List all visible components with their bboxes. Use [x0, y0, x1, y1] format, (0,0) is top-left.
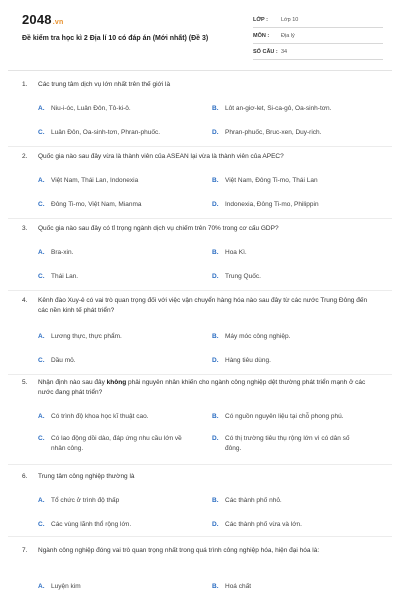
option-c[interactable] [38, 200, 198, 210]
meta-table [253, 12, 383, 60]
option-text: Trung Quốc. [225, 273, 261, 280]
question-number: 7. [22, 547, 28, 554]
logo-text: 2048 [22, 12, 52, 27]
option-b[interactable] [212, 496, 362, 506]
option-letter: A. [38, 413, 45, 420]
option-letter: C. [38, 435, 45, 442]
option-b[interactable] [212, 332, 362, 342]
option-letter: C. [38, 357, 45, 364]
option-a[interactable] [38, 176, 198, 186]
question-number: 2. [22, 153, 28, 160]
meta-count-label: SỐ CÂU : [253, 48, 278, 55]
meta-subject-value: Địa lý [281, 32, 295, 39]
question-number: 1. [22, 81, 28, 88]
header-divider [8, 70, 392, 71]
option-a[interactable] [38, 582, 198, 592]
question-divider [8, 374, 392, 375]
option-text: Lôt an-giơ-let, Si-ca-gô, Oa-sinh-tơn. [225, 105, 332, 112]
option-text: Lương thực, thực phẩm. [51, 333, 122, 340]
option-text: Có lao động dồi dào, đáp ứng nhu cầu lớn về nhân công. [51, 435, 182, 452]
option-text: Việt Nam, Đông Ti-mo, Thái Lan [225, 177, 318, 184]
option-letter: A. [38, 583, 45, 590]
option-a[interactable] [38, 332, 198, 342]
option-a[interactable] [38, 496, 198, 506]
option-letter: D. [212, 357, 219, 364]
option-letter: D. [212, 435, 219, 442]
option-text: Thái Lan. [51, 273, 79, 280]
question-divider [8, 464, 392, 465]
option-b[interactable] [212, 104, 362, 114]
question-number: 3. [22, 225, 28, 232]
option-text: Hoa Kì. [225, 249, 247, 256]
option-c[interactable] [38, 128, 198, 138]
question-text: Ngành công nghiệp đóng vai trò quan trọng nhất trong quá trình công nghiệp hóa, hiện đại hóa là: [38, 547, 320, 554]
page-title: Đề kiểm tra học kì 2 Địa lí 10 có đáp án (Mới nhất) (Đề 3) [22, 35, 209, 42]
meta-row-count [253, 44, 383, 60]
option-d[interactable] [212, 356, 362, 366]
logo-suffix: .vn [52, 19, 64, 26]
option-letter: C. [38, 201, 45, 208]
option-text: Các thành phố vừa và lớn. [225, 521, 302, 528]
option-letter: C. [38, 273, 45, 280]
option-letter: B. [212, 413, 219, 420]
option-b[interactable] [212, 412, 362, 422]
option-c[interactable] [38, 520, 198, 530]
meta-subject-label: MÔN : [253, 32, 270, 39]
option-a[interactable] [38, 104, 198, 114]
question-number: 5. [22, 379, 28, 386]
option-letter: B. [212, 583, 219, 590]
option-letter: A. [38, 105, 45, 112]
option-letter: D. [212, 521, 219, 528]
option-letter: B. [212, 249, 219, 256]
question-text [38, 378, 368, 398]
option-letter: C. [38, 129, 45, 136]
option-d[interactable] [212, 520, 362, 530]
option-letter: B. [212, 497, 219, 504]
option-letter: B. [212, 177, 219, 184]
question-text: Trung tâm công nghiệp thường là [38, 473, 135, 480]
option-text: Các thành phố nhỏ. [225, 497, 282, 504]
option-text: Bra-xin. [51, 249, 74, 256]
question-text-part: Nhận định nào sau đây [38, 379, 107, 386]
option-text: Việt Nam, Thái Lan, Indonexia [51, 177, 139, 184]
option-letter: D. [212, 201, 219, 208]
option-d[interactable] [212, 434, 362, 454]
option-text: Luân Đôn, Oa-sinh-tơn, Phran-phuốc. [51, 129, 161, 136]
option-c[interactable] [38, 434, 198, 454]
option-a[interactable] [38, 248, 198, 258]
option-text: Niu-i-óc, Luân Đôn, Tô-ki-ô. [51, 105, 131, 112]
question-text: Kênh đào Xuy-ê có vai trò quan trọng đối với việc vận chuyển hàng hóa nào sau đây từ các nước Trung Đông đến các nền kinh tế phát triển? [38, 297, 368, 314]
option-text: Có thị trường tiêu thụ rộng lớn vì có dân số đông. [225, 435, 350, 452]
option-text: Có nguồn nguyên liệu tại chỗ phong phú. [225, 413, 344, 420]
page-header [0, 0, 400, 68]
question-divider [8, 218, 392, 219]
option-text: Dầu mỏ. [51, 357, 76, 364]
option-letter: B. [212, 105, 219, 112]
option-b[interactable] [212, 248, 362, 258]
option-d[interactable] [212, 128, 362, 138]
option-letter: B. [212, 333, 219, 340]
meta-count-value: 34 [281, 48, 288, 55]
question-text: Các trung tâm dịch vụ lớn nhất trên thế giới là [38, 81, 171, 88]
question-number: 4. [22, 297, 28, 304]
option-letter: A. [38, 497, 45, 504]
question-text: Quốc gia nào sau đây có tỉ trọng ngành dịch vụ chiếm trên 70% trong cơ cấu GDP? [38, 225, 279, 232]
question-divider [8, 146, 392, 147]
meta-row-subject [253, 28, 383, 44]
meta-class-label: LỚP : [253, 16, 268, 23]
question-text-part: phải nguyên nhân khiến cho ngành công nghiệp dệt thường phát triển mạnh ở các nước đang phát triển? [38, 379, 366, 396]
option-text: Có trình độ khoa học kĩ thuật cao. [51, 413, 149, 420]
meta-row-class [253, 12, 383, 28]
option-d[interactable] [212, 200, 362, 210]
option-letter: D. [212, 129, 219, 136]
option-b[interactable] [212, 176, 362, 186]
option-letter: A. [38, 333, 45, 340]
site-logo[interactable] [22, 12, 63, 27]
option-letter: C. [38, 521, 45, 528]
question-emphasis: không [106, 379, 127, 386]
option-b[interactable] [212, 582, 362, 592]
option-c[interactable] [38, 272, 198, 282]
option-text: Phran-phuốc, Bruc-xen, Duy-rich. [225, 129, 322, 136]
option-c[interactable] [38, 356, 198, 366]
question-divider [8, 290, 392, 291]
option-text: Máy móc công nghiệp. [225, 333, 291, 340]
option-text: Các vùng lãnh thổ rộng lớn. [51, 521, 132, 528]
option-letter: A. [38, 177, 45, 184]
option-text: Đông Ti-mo, Việt Nam, Mianma [51, 201, 142, 208]
option-text: Luyện kim [51, 583, 81, 590]
option-text: Hoá chất [225, 583, 252, 590]
option-letter: A. [38, 249, 45, 256]
option-a[interactable] [38, 412, 198, 422]
question-number: 6. [22, 473, 28, 480]
meta-class-value: Lớp 10 [281, 16, 299, 23]
question-text: Quốc gia nào sau đây vừa là thành viên của ASEAN lại vừa là thành viên của APEC? [38, 153, 284, 160]
option-text: Tổ chức ở trình độ thấp [51, 497, 120, 504]
option-text: Indonexia, Đông Ti-mo, Philippin [225, 201, 319, 208]
option-letter: D. [212, 273, 219, 280]
option-d[interactable] [212, 272, 362, 282]
question-divider [8, 536, 392, 537]
option-text: Hàng tiêu dùng. [225, 357, 271, 364]
